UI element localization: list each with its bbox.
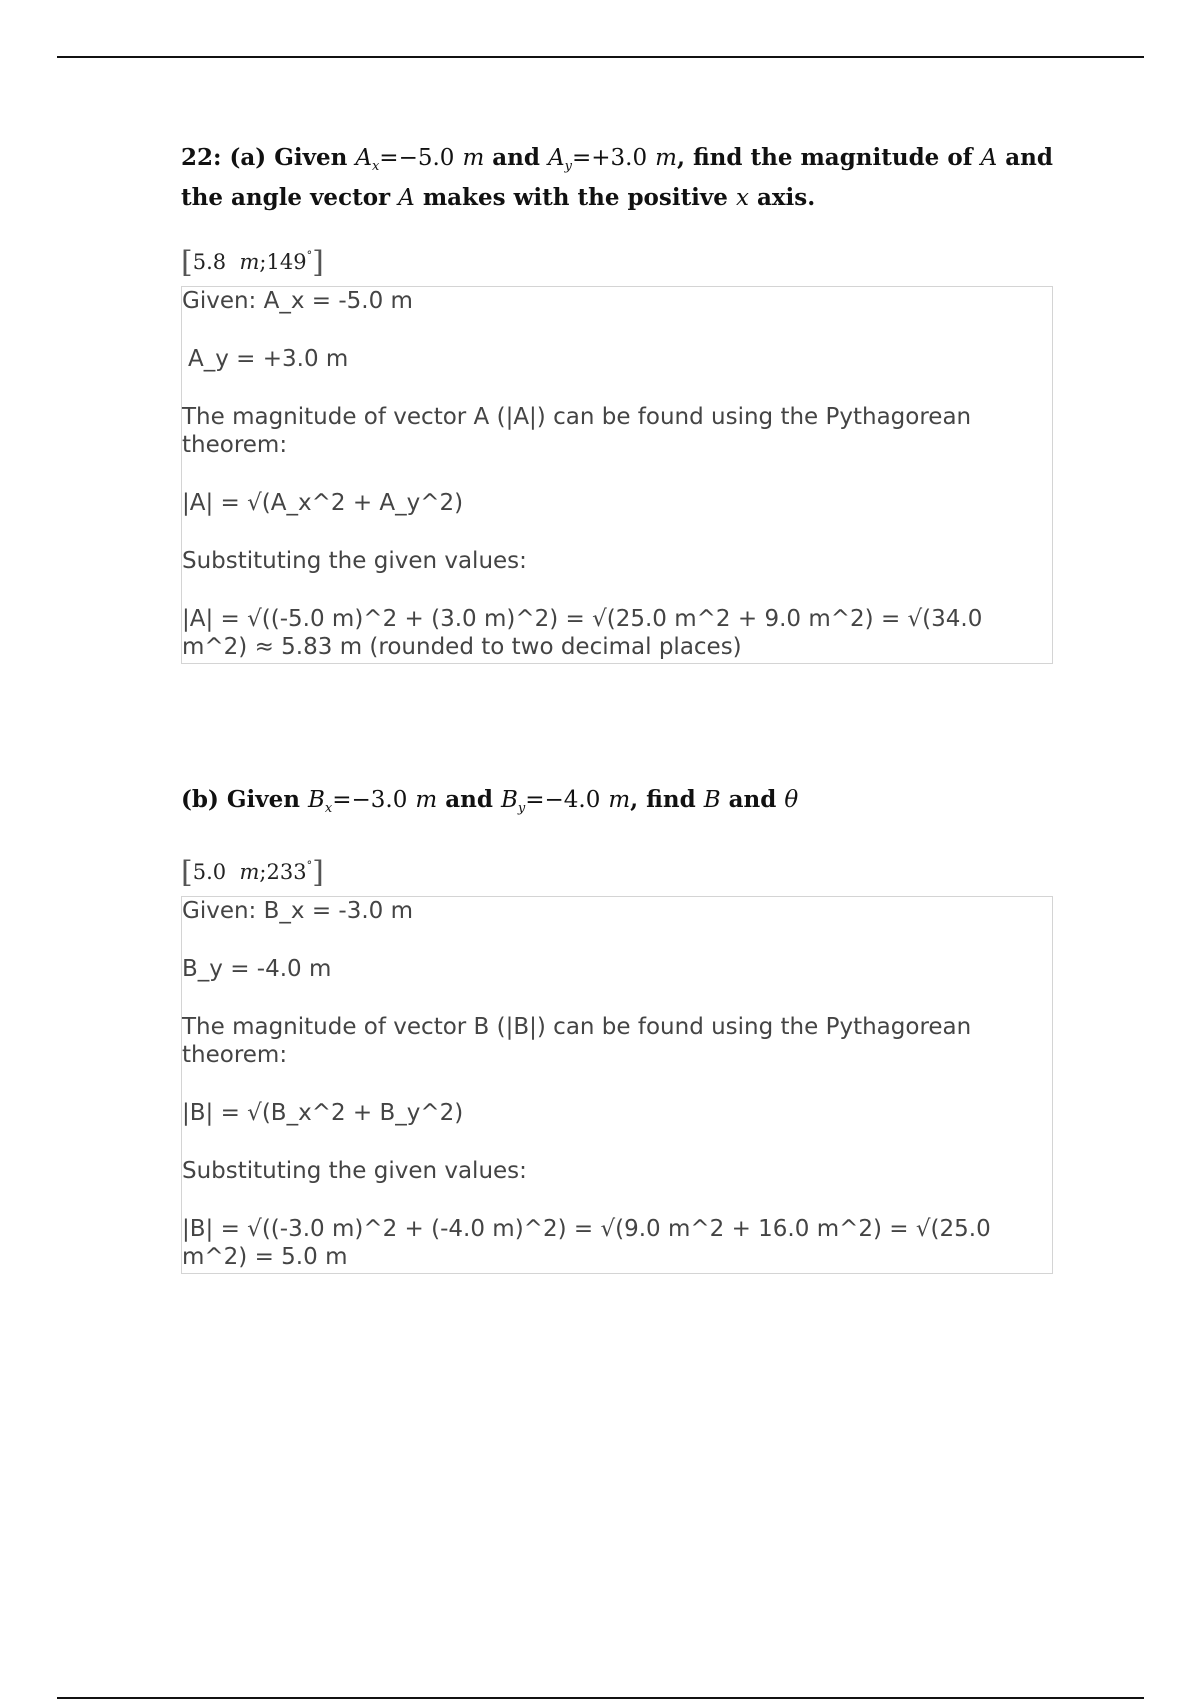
problem-a-question: 22: (a) Given $A_x=-5.0$ m and $A_y=+3.0$ m, find the magnitude of A and the angle vector A makes with the positive x axis.	[181, 144, 1053, 211]
problem-b	[181, 784, 1061, 1274]
solution-line: A_y = +3.0 m	[188, 346, 349, 372]
solution-line: Given: B_x = -3.0 m	[182, 898, 413, 924]
page-content	[181, 142, 1061, 1274]
solution-line: The magnitude of vector B (|B|) can be found using the Pythagorean theorem:	[182, 1014, 972, 1068]
problem-b-solution	[181, 896, 1053, 1274]
solution-line: Substituting the given values:	[182, 548, 527, 574]
problem-b-question: (b) Given $B_x=-3.0$ m and $B_y=-4.0$ m, find B and θ	[181, 786, 799, 816]
problem-a-answer: [5.8 m;149°]	[181, 245, 324, 280]
top-rule	[57, 56, 1144, 58]
solution-line: Given: A_x = -5.0 m	[182, 288, 413, 314]
solution-line: |A| = √(A_x^2 + A_y^2)	[182, 490, 464, 516]
bottom-rule	[57, 1697, 1144, 1699]
solution-line: The magnitude of vector A (|A|) can be found using the Pythagorean theorem:	[182, 404, 972, 458]
problem-a	[181, 142, 1061, 664]
solution-line: |B| = √(B_x^2 + B_y^2)	[182, 1100, 464, 1126]
problem-a-solution	[181, 286, 1053, 664]
solution-line: B_y = -4.0 m	[182, 956, 332, 982]
problem-b-answer: [5.0 m;233°]	[181, 855, 324, 890]
solution-line: |A| = √((-5.0 m)^2 + (3.0 m)^2) = √(25.0 m^2 + 9.0 m^2) = √(34.0 m^2) ≈ 5.83 m (rounded to two decimal places)	[182, 606, 983, 660]
solution-line: Substituting the given values:	[182, 1158, 527, 1184]
solution-line: |B| = √((-3.0 m)^2 + (-4.0 m)^2) = √(9.0 m^2 + 16.0 m^2) = √(25.0 m^2) = 5.0 m	[182, 1216, 991, 1270]
